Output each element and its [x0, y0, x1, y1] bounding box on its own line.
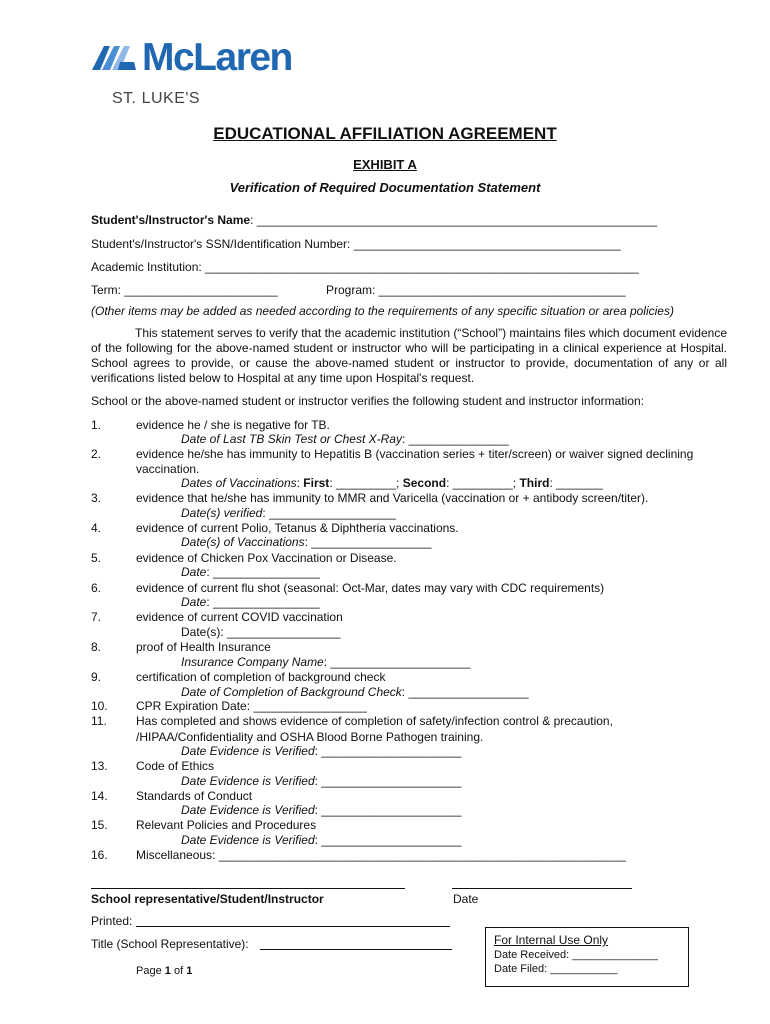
- printed-line[interactable]: [136, 926, 450, 927]
- internal-use-title: For Internal Use Only: [494, 933, 609, 947]
- item-sub[interactable]: Date(s) of Vaccinations: __________________: [181, 535, 432, 549]
- item-num: 4.: [91, 521, 102, 535]
- name-line: : ____________________________________________________________: [250, 213, 658, 227]
- institution-field[interactable]: Academic Institution: _________________________________________________________________: [91, 260, 639, 274]
- title-line[interactable]: [260, 949, 452, 950]
- item-text[interactable]: CPR Expiration Date: _________________: [136, 699, 367, 713]
- item-text: Relevant Policies and Procedures: [136, 818, 317, 832]
- note-text: (Other items may be added as needed according to the requirements of any specific situation or area policies): [91, 304, 674, 318]
- item-sub[interactable]: Date: ________________: [181, 565, 320, 579]
- item-text[interactable]: Miscellaneous: _____________________________________________________________: [136, 848, 626, 862]
- program-field[interactable]: Program: _____________________________________: [326, 283, 626, 297]
- item-text: evidence that he/she has immunity to MMR and Varicella (vaccination or + antibody screen/titer).: [136, 491, 649, 505]
- verification-intro: School or the above-named student or instructor verifies the following student and instructor information:: [91, 394, 644, 408]
- item-num: 11.: [91, 714, 107, 728]
- rep-label: School representative/Student/Instructor: [91, 892, 324, 906]
- item-text: Code of Ethics: [136, 759, 215, 773]
- item-sub[interactable]: Dates of Vaccinations: First: _________; Second: _________; Third: _______: [181, 476, 603, 490]
- statement-paragraph: [91, 326, 727, 386]
- date-filed-field[interactable]: Date Filed: ___________: [494, 963, 618, 975]
- item-num: 13.: [91, 759, 108, 773]
- page-number: Page 1 of 1: [136, 965, 193, 977]
- item-num: 1.: [91, 418, 102, 432]
- item-sub[interactable]: Date Evidence is Verified: _____________________: [181, 833, 462, 847]
- item-text: evidence of current COVID vaccination: [136, 610, 343, 624]
- statement-text: This statement serves to verify that the academic institution (“School”) maintains files which document evidence of the following for the above-named student or instructor who will be participating in a clinical experience at Hospital. School agrees to provide, or cause the above-named student or instructor to provide, documentation of any or all verifications listed below to Hospital at any time upon Hospital's request.: [91, 326, 727, 385]
- item-num: 14.: [91, 789, 108, 803]
- document-title: EDUCATIONAL AFFILIATION AGREEMENT: [213, 124, 557, 143]
- item-num: 7.: [91, 610, 102, 624]
- item-text-cont: /HIPAA/Confidentiality and OSHA Blood Borne Pathogen training.: [136, 730, 484, 744]
- document-subtitle: Verification of Required Documentation Statement: [229, 180, 541, 195]
- signature-line[interactable]: [91, 888, 405, 889]
- item-text: evidence he / she is negative for TB.: [136, 418, 330, 432]
- item-text: evidence he/she has immunity to Hepatitis B (vaccination series + titer/screen) or waiver signed declining: [136, 447, 694, 461]
- ssn-field[interactable]: Student's/Instructor's SSN/Identification Number: ________________________________________: [91, 237, 621, 251]
- term-field[interactable]: Term: _______________________: [91, 283, 278, 297]
- item-num: 3.: [91, 491, 102, 505]
- date-received-field[interactable]: Date Received: ______________: [494, 949, 658, 961]
- item-num: 8.: [91, 640, 102, 654]
- item-num: 10.: [91, 699, 108, 713]
- item-num: 16.: [91, 848, 108, 862]
- item-text: evidence of current flu shot (seasonal: Oct-Mar, dates may vary with CDC requirements): [136, 581, 605, 595]
- item-sub[interactable]: Date Evidence is Verified: _____________________: [181, 803, 462, 817]
- item-num: 6.: [91, 581, 102, 595]
- printed-label: Printed:: [91, 914, 133, 928]
- date-line[interactable]: [452, 888, 632, 889]
- exhibit-heading: EXHIBIT A: [353, 157, 417, 172]
- item-num: 5.: [91, 551, 102, 565]
- item-num: 9.: [91, 670, 102, 684]
- date-label: Date: [453, 892, 479, 906]
- item-text: certification of completion of background check: [136, 670, 386, 684]
- logo-subbrand: ST. LUKE'S: [112, 90, 201, 107]
- item-num: 15.: [91, 818, 108, 832]
- item-text: proof of Health Insurance: [136, 640, 271, 654]
- item-text-cont: vaccination.: [136, 462, 200, 476]
- item-sub[interactable]: Date of Completion of Background Check: __________________: [181, 685, 529, 699]
- title-label: Title (School Representative):: [91, 937, 249, 951]
- item-text: evidence of current Polio, Tetanus & Diphtheria vaccinations.: [136, 521, 459, 535]
- item-text: evidence of Chicken Pox Vaccination or Disease.: [136, 551, 397, 565]
- item-sub[interactable]: Date Evidence is Verified: _____________________: [181, 744, 462, 758]
- item-num: 2.: [91, 447, 102, 461]
- item-sub[interactable]: Date Evidence is Verified: _____________________: [181, 774, 462, 788]
- name-label: Student's/Instructor's Name: [91, 213, 251, 227]
- item-sub[interactable]: Insurance Company Name: _____________________: [181, 655, 471, 669]
- item-sub[interactable]: Date(s): _________________: [181, 625, 341, 639]
- item-sub[interactable]: Date(s) verified: ___________________: [181, 506, 396, 520]
- name-field[interactable]: [91, 213, 657, 227]
- item-sub[interactable]: Date of Last TB Skin Test or Chest X-Ray: _______________: [181, 432, 509, 446]
- item-text: Standards of Conduct: [136, 789, 253, 803]
- item-text: Has completed and shows evidence of completion of safety/infection control & precaution,: [136, 714, 613, 728]
- item-sub[interactable]: Date: ________________: [181, 595, 320, 609]
- mclaren-logo-icon: [90, 40, 140, 80]
- logo-brand: McLaren: [142, 36, 292, 79]
